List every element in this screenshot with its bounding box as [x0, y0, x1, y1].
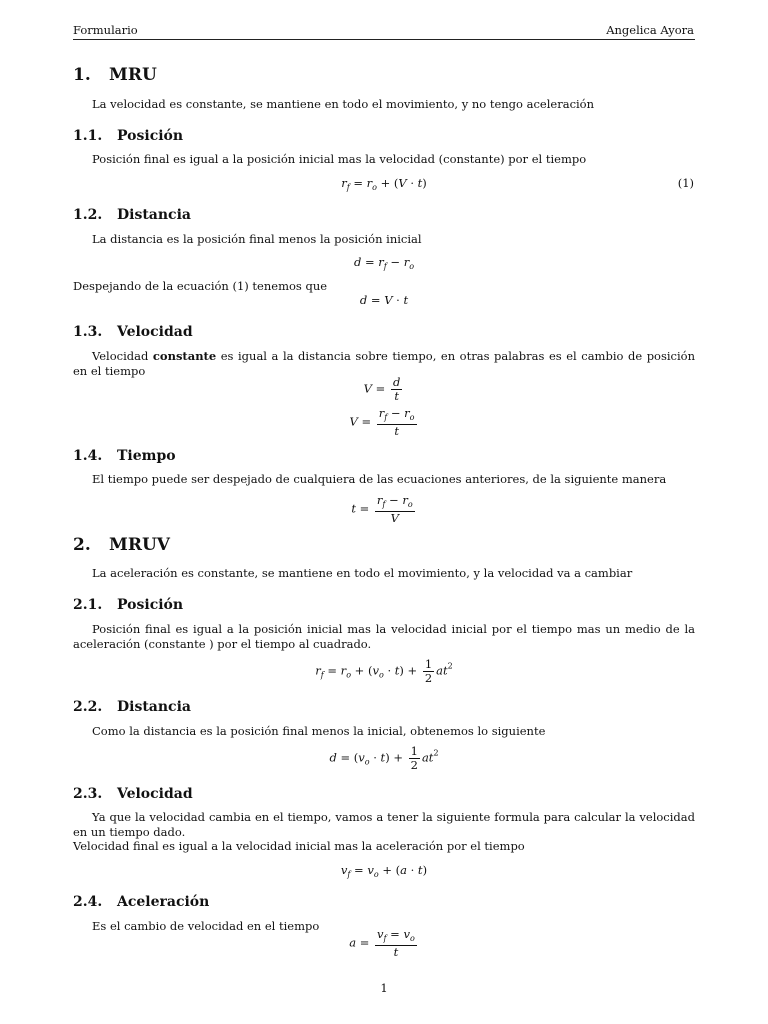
subsection-number: 1.4. — [73, 448, 103, 464]
header-rule — [73, 39, 695, 40]
equation-position-mruv: $r_f = r_o + (v_o \cdot t)$ + $\frac{1}{2}$ $at^2$ — [315, 657, 453, 685]
equation-distance-2: d = V · t — [359, 293, 409, 307]
section-title: MRU — [109, 65, 157, 85]
fraction: $\frac{v_f = v_o}{t}$ — [377, 927, 415, 959]
fraction: $\frac{1}{2}$ — [410, 744, 418, 772]
subsection-number: 1.2. — [73, 207, 103, 223]
subsection-1-3-heading — [73, 324, 193, 340]
subsection-1-4-heading — [73, 448, 176, 464]
text-run: es igual a la distancia sobre tiempo, en otras palabras es el cambio de posición en el tiempo — [73, 349, 696, 378]
subsection-number: 1.3. — [73, 324, 103, 340]
subsection-1-1-heading — [73, 128, 183, 144]
subsection-number: 2.4. — [73, 894, 103, 910]
subsection-title: Distancia — [117, 207, 191, 223]
text-run: Velocidad — [92, 349, 153, 363]
subsection-1-3-text — [73, 349, 695, 378]
subsection-title: Posición — [117, 128, 184, 144]
section-number: 2. — [73, 535, 91, 555]
subsection-number: 2.1. — [73, 597, 103, 613]
subsection-number: 2.3. — [73, 786, 103, 802]
equation-distance-1: $d = r_f - r_o$ — [353, 255, 415, 271]
subsection-2-3-text: Ya que la velocidad cambia en el tiempo, vamos a tener la siguiente formula para calcular la velocidad en un tiempo dado. — [73, 810, 695, 839]
subsection-2-3-heading — [73, 786, 193, 802]
header-right: Angelica Ayora — [606, 23, 694, 37]
subsection-title: Distancia — [117, 699, 191, 715]
equation-velocity-mruv: $v_f = v_o + (a \cdot t)$ — [340, 863, 428, 879]
fraction: $\frac{1}{2}$ — [424, 657, 433, 685]
section-number: 1. — [73, 65, 91, 85]
subsection-number: 1.1. — [73, 128, 103, 144]
subsection-1-2-text-2: Despejando de la ecuación (1) tenemos que — [73, 279, 328, 293]
subsection-2-1-text: Posición final es igual a la posición inicial mas la velocidad inicial por el tiempo mas un medio de la aceleración (constante ) por el tiempo al cuadrado. — [73, 622, 695, 651]
subsection-1-1-text: Posición final es igual a la posición inicial mas la velocidad (constante) por el tiempo — [92, 152, 587, 166]
subsection-2-4-text: Es el cambio de velocidad en el tiempo — [92, 919, 320, 933]
section-2-heading — [73, 535, 170, 555]
section-1-intro: La velocidad es constante, se mantiene en todo el movimiento, y no tengo aceleración — [92, 97, 595, 111]
subsection-1-2-text: La distancia es la posición final menos la posición inicial — [92, 232, 422, 246]
header-left: Formulario — [73, 23, 138, 37]
equation-position-mru: $r_f = r_o + (V \cdot t)$ — [341, 176, 427, 192]
section-1-heading — [73, 65, 157, 85]
fraction: $\frac{r_f - r_o}{t}$ — [378, 406, 415, 438]
subsection-title: Posición — [117, 597, 184, 613]
subsection-number: 2.2. — [73, 699, 103, 715]
equation-time: t = $\frac{r_f - r_o}{V}$ — [351, 493, 413, 525]
subsection-2-1-heading — [73, 597, 183, 613]
fraction: $\frac{r_f - r_o}{V}$ — [376, 493, 413, 525]
subsection-2-3-text-2: Velocidad final es igual a la velocidad inicial mas la aceleración por el tiempo — [73, 839, 525, 853]
section-title: MRUV — [109, 535, 170, 555]
fraction: $\frac{d}{t}$ — [392, 375, 401, 403]
equation-number: (1) — [677, 176, 694, 190]
page-number: 1 — [380, 981, 388, 995]
subsection-1-4-text: El tiempo puede ser despejado de cualquiera de las ecuaciones anteriores, de la siguiente manera — [92, 472, 667, 486]
subsection-title: Velocidad — [117, 786, 193, 802]
subsection-2-2-heading — [73, 699, 191, 715]
subsection-title: Velocidad — [117, 324, 193, 340]
subsection-2-2-text: Como la distancia es la posición final menos la inicial, obtenemos lo siguiente — [92, 724, 546, 738]
subsection-2-4-heading — [73, 894, 209, 910]
subsection-title: Aceleración — [117, 894, 210, 910]
equation-velocity-2: V = $\frac{r_f - r_o}{t}$ — [349, 406, 415, 438]
equation-acceleration: a = $\frac{v_f = v_o}{t}$ — [349, 927, 415, 959]
subsection-title: Tiempo — [117, 448, 176, 464]
section-2-intro: La aceleración es constante, se mantiene en todo el movimiento, y la velocidad va a cambiar — [92, 566, 633, 580]
bold-text-run: constante — [152, 349, 217, 363]
equation-velocity-1: V = $\frac{d}{t}$ — [363, 375, 401, 403]
subsection-1-2-heading — [73, 207, 191, 223]
equation-distance-mruv: $d = (v_o \cdot t)$ + $\frac{1}{2}$ $at^2$ — [329, 744, 439, 772]
